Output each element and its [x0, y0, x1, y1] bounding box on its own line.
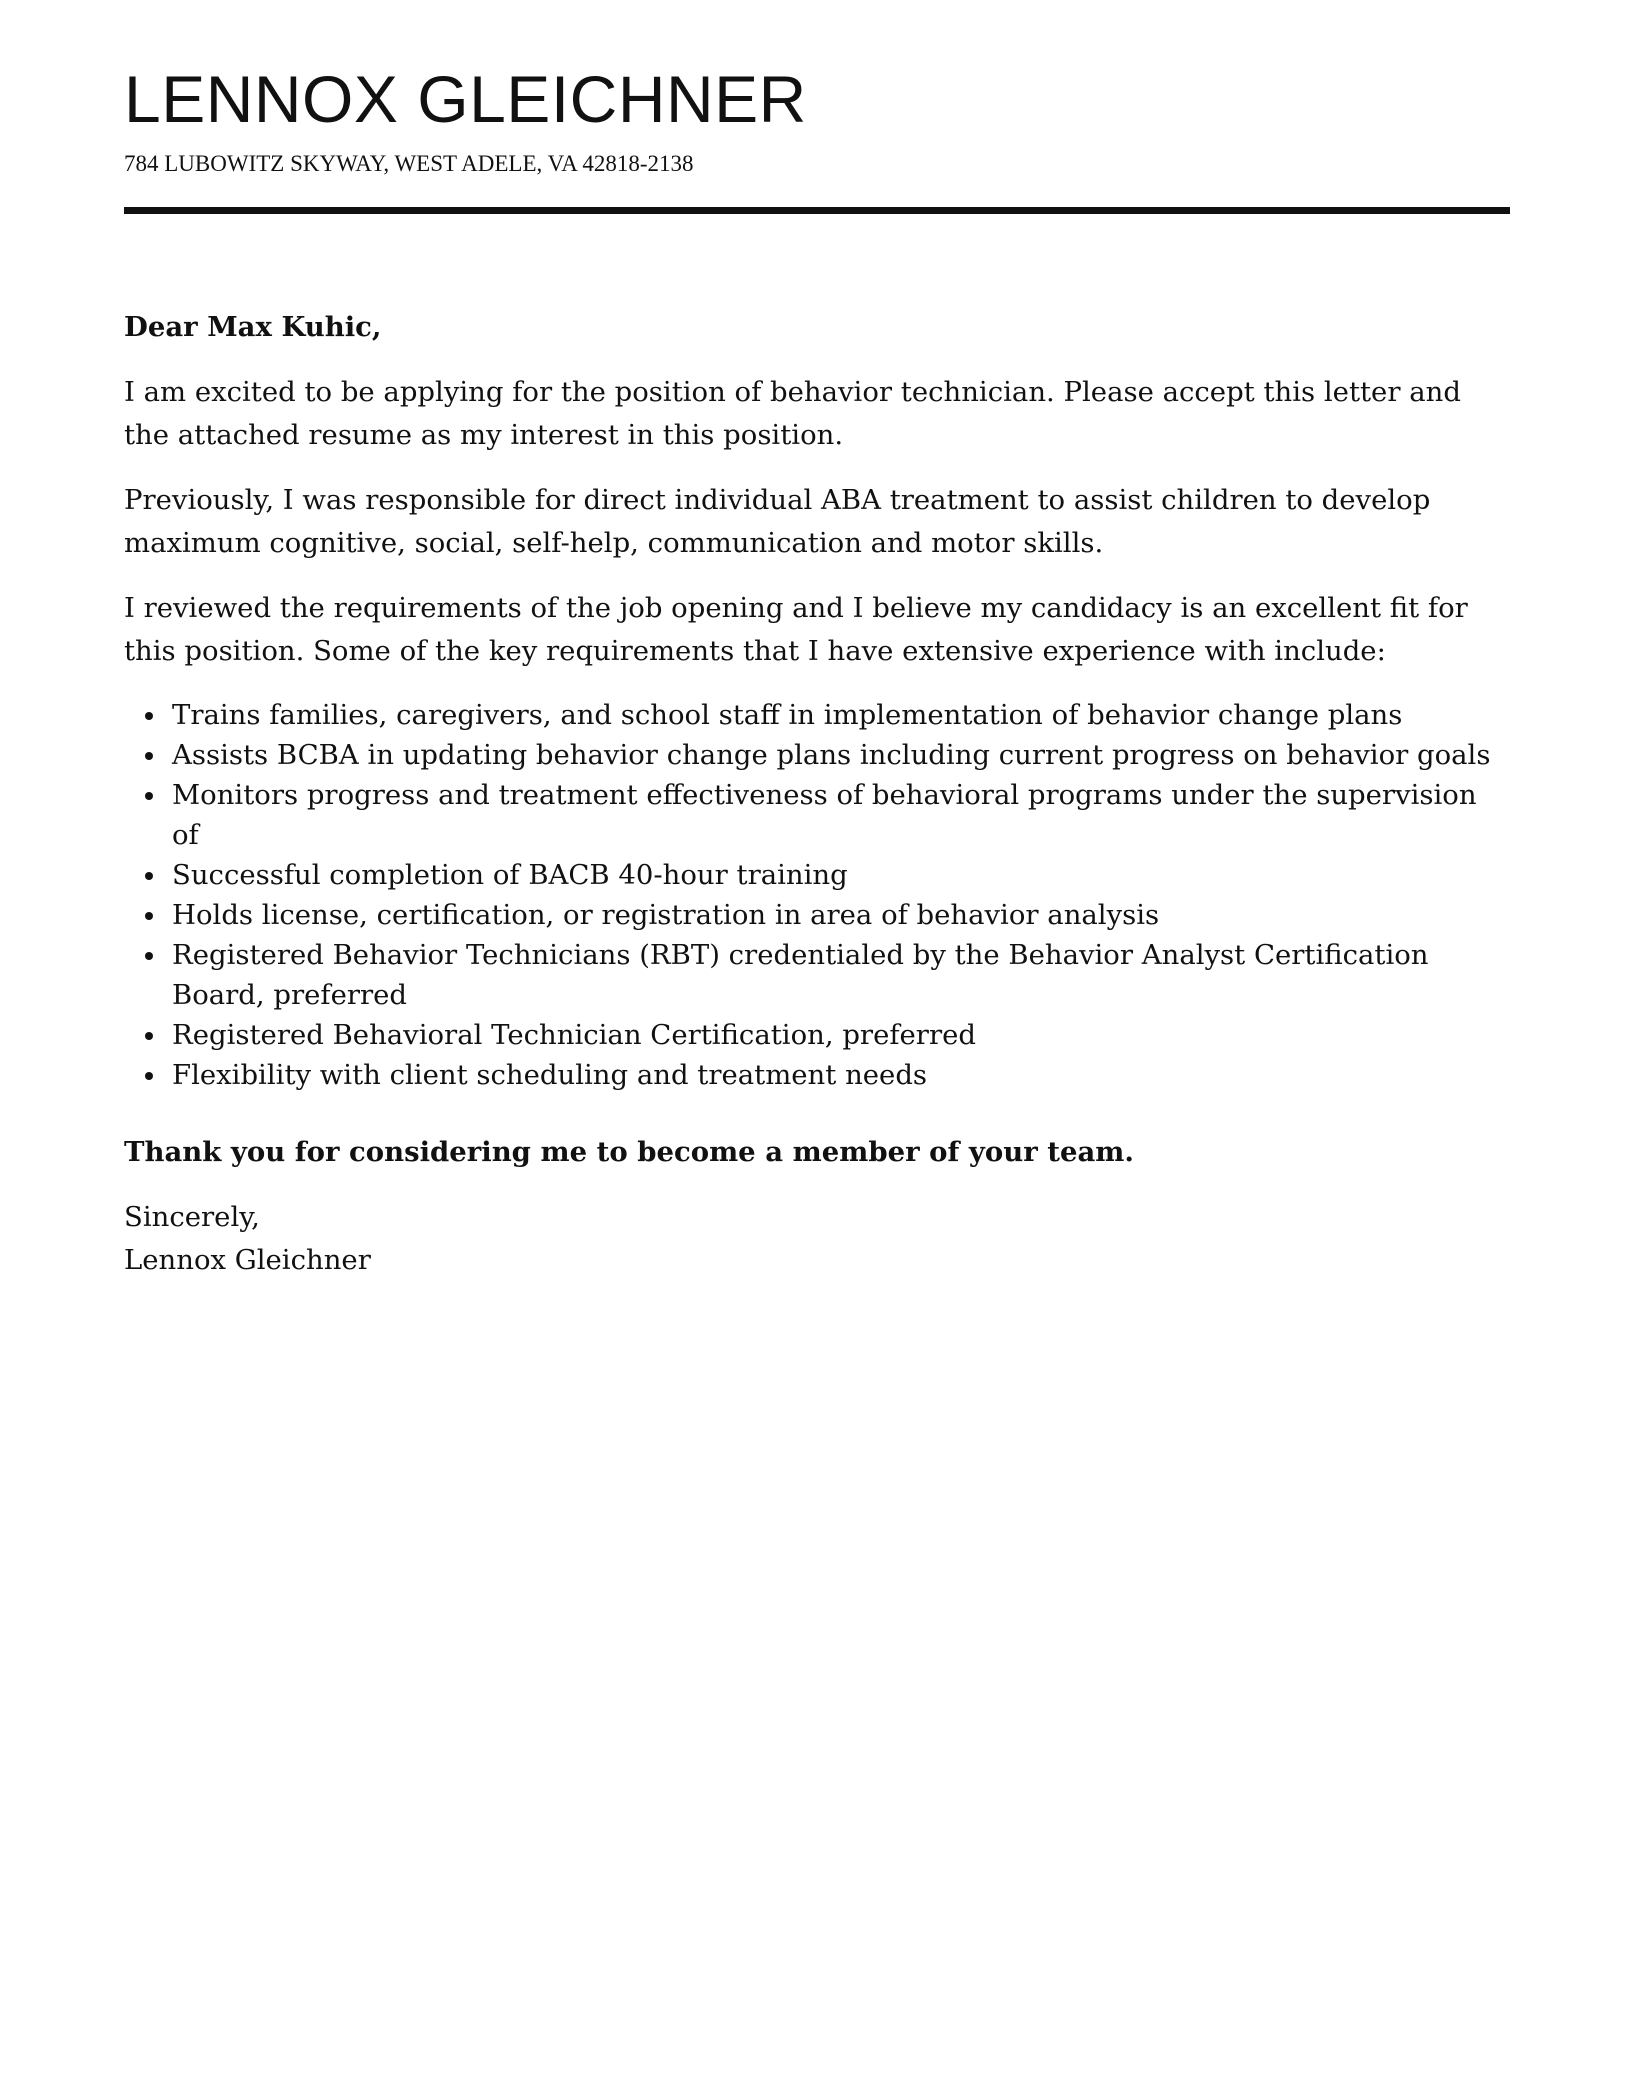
- closing: Sincerely,: [124, 1201, 260, 1233]
- requirements-list: [124, 695, 1510, 1095]
- signature-name: Lennox Gleichner: [124, 1244, 371, 1276]
- list-item: Assists BCBA in updating behavior change plans including current progress on behavior goals: [172, 735, 1510, 775]
- experience-paragraph: Previously, I was responsible for direct individual ABA treatment to assist children to develop maximum cognitive, social, self-help, communication and motor skills.: [124, 484, 1431, 559]
- header-divider: [124, 207, 1510, 214]
- list-item: Registered Behavioral Technician Certification, preferred: [172, 1015, 1510, 1055]
- thank-you-line: Thank you for considering me to become a member of your team.: [124, 1136, 1134, 1168]
- salutation: Dear Max Kuhic,: [124, 311, 382, 343]
- letter-body: [124, 306, 1510, 1282]
- list-item: Trains families, caregivers, and school staff in implementation of behavior change plans: [172, 695, 1510, 735]
- list-item: Successful completion of BACB 40-hour training: [172, 855, 1510, 895]
- applicant-address: 784 LUBOWITZ SKYWAY, WEST ADELE, VA 42818-2138: [124, 151, 694, 176]
- list-item: Holds license, certification, or registration in area of behavior analysis: [172, 895, 1510, 935]
- list-item: Flexibility with client scheduling and treatment needs: [172, 1055, 1510, 1095]
- list-item: Monitors progress and treatment effectiveness of behavioral programs under the supervision of: [172, 775, 1510, 855]
- intro-paragraph: I am excited to be applying for the position of behavior technician. Please accept this letter and the attached resume as my interest in this position.: [124, 376, 1461, 451]
- list-item: Registered Behavior Technicians (RBT) credentialed by the Behavior Analyst Certification Board, preferred: [172, 935, 1510, 1015]
- requirements-paragraph: I reviewed the requirements of the job opening and I believe my candidacy is an excellent fit for this position. Some of the key requirements that I have extensive experience with include:: [124, 592, 1468, 667]
- applicant-name: LENNOX GLEICHNER: [124, 62, 807, 136]
